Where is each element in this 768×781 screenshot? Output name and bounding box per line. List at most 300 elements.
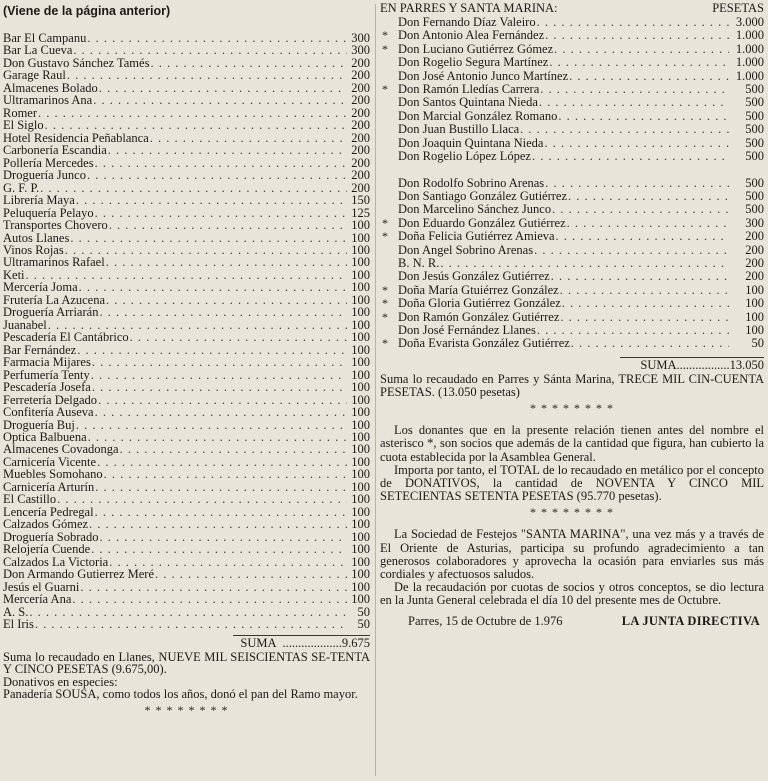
- donation-amount: 100: [351, 529, 370, 544]
- list-item: [3, 219, 370, 231]
- donor-name: Transportes Chovero: [3, 218, 108, 233]
- donation-amount: 100: [351, 305, 370, 320]
- donation-amount: 500: [745, 122, 764, 137]
- leader-dots: [88, 431, 347, 443]
- donation-amount: 100: [351, 392, 370, 407]
- list-item: [380, 257, 764, 270]
- list-item: [380, 96, 764, 109]
- leader-dots: [534, 244, 729, 257]
- leader-dots: [95, 157, 347, 169]
- donor-name: Autos Llanes: [3, 230, 70, 245]
- donation-amount: 100: [351, 417, 370, 432]
- list-item: [3, 107, 370, 119]
- left-summary: Suma lo recaudado en Llanes, NUEVE MIL SEISCIENTAS SE-TENTA Y CINCO PESETAS (9.675,00).: [3, 649, 370, 677]
- donor-name: Pescadería El Cantábrico: [3, 330, 129, 345]
- list-item: [3, 69, 370, 81]
- donor-name: Optica Balbuena: [3, 430, 87, 444]
- donor-name: Bar La Cueva: [3, 43, 73, 58]
- donation-amount: 100: [351, 542, 370, 557]
- donor-name: Don Gustavo Sánchez Tamés: [3, 55, 150, 70]
- list-item: [3, 94, 370, 106]
- donor-name: Don Armando Gutierrez Meré: [3, 567, 154, 582]
- list-item: [380, 123, 764, 136]
- list-item: [3, 331, 370, 343]
- donor-name: Don José Antonio Junco Martínez: [398, 68, 569, 83]
- list-item: [380, 324, 764, 337]
- left-stars: * * * * * * * *: [144, 702, 229, 717]
- donor-name: Lencería Pedregal: [3, 504, 94, 519]
- leader-dots: [532, 150, 729, 163]
- donation-amount: 500: [745, 81, 764, 96]
- donor-name: Droguería Junco: [3, 168, 86, 183]
- donation-amount: 100: [351, 442, 370, 457]
- right-sum-value: 13.050: [729, 357, 764, 372]
- leader-dots: [537, 324, 729, 337]
- donation-amount: 100: [745, 282, 764, 297]
- thanks-note: La Sociedad de Festejos "SANTA MARINA", una vez más y a través de El Oriente de Asturias, participa su profundo agradecimiento a tan generosos colaboradores y aprovecha la ocasión para enviarles sus más cordiales y afectuosos saludos.: [380, 527, 764, 581]
- list-item: [3, 606, 370, 618]
- list-item: [3, 306, 370, 318]
- donor-name: Don Eduardo González Gutiérrez: [398, 215, 566, 230]
- donation-amount: 300: [351, 43, 370, 58]
- donation-amount: 500: [745, 175, 764, 190]
- leader-dots: [150, 132, 347, 144]
- donation-amount: 500: [745, 202, 764, 217]
- leader-dots: [130, 331, 347, 343]
- donor-name: Frutería La Azucena: [3, 292, 106, 307]
- donation-amount: 100: [351, 554, 370, 569]
- leader-dots: [65, 244, 347, 256]
- column-divider: [375, 4, 376, 776]
- donor-name: Don Rodolfo Sobrino Arenas: [398, 175, 545, 190]
- member-asterisk: *: [382, 309, 388, 324]
- list-item: [380, 177, 764, 190]
- donation-amount: 200: [351, 80, 370, 95]
- donor-name: A. S.: [3, 604, 29, 619]
- right-sum-dots: .................: [676, 357, 730, 372]
- list-item: [380, 284, 764, 297]
- donation-amount: 100: [351, 380, 370, 395]
- donation-amount: 150: [351, 193, 370, 208]
- right-stars-1: * * * * * * * *: [530, 401, 614, 416]
- list-item: [380, 56, 764, 69]
- donation-amount: 1.000: [735, 68, 764, 83]
- donor-name: Don Juan Bustillo Llaca: [398, 122, 520, 137]
- donor-name: Ferretería Delgado: [3, 392, 98, 407]
- list-item: [380, 150, 764, 163]
- donation-amount: 500: [745, 108, 764, 123]
- donor-name: Don Rogelio Segura Martínez: [398, 55, 549, 70]
- list-item: [380, 337, 764, 350]
- donor-name: Carnicería Arturín: [3, 479, 95, 494]
- donor-name: Pescadería Josefa: [3, 380, 91, 395]
- donation-amount: 200: [351, 130, 370, 145]
- donation-amount: 100: [351, 242, 370, 257]
- donor-name: B. N. R.: [398, 256, 440, 271]
- leader-dots: [560, 284, 729, 297]
- donation-amount: 3.000: [735, 15, 764, 29]
- list-item: [3, 256, 370, 268]
- donation-amount: 100: [745, 309, 764, 324]
- list-item: [380, 190, 764, 203]
- donation-amount: 100: [351, 355, 370, 370]
- donation-amount: 500: [745, 95, 764, 110]
- donor-name: Bar Fernández: [3, 342, 77, 357]
- list-item: [3, 618, 370, 630]
- leader-dots: [120, 443, 347, 455]
- leader-dots: [79, 281, 347, 293]
- donor-name: Almacenes Bolado: [3, 80, 98, 95]
- donor-name: El Iris: [3, 617, 34, 632]
- donor-name: Don Ramón González Gutiérrez: [398, 309, 560, 324]
- donor-name: Muebles Somohano: [3, 467, 103, 482]
- list-item: [380, 230, 764, 243]
- leader-dots: [440, 257, 729, 270]
- donor-name: Don Jesús González Gutiérrez: [398, 269, 550, 284]
- list-item: [3, 543, 370, 555]
- donation-amount: 100: [351, 267, 370, 282]
- left-sum-value: 9.675: [341, 635, 370, 650]
- donor-name: Don José Fernández Llanes: [398, 322, 536, 337]
- leader-dots: [98, 394, 347, 406]
- left-column: [3, 0, 370, 718]
- donation-amount: 200: [745, 256, 764, 271]
- donation-amount: 100: [351, 492, 370, 507]
- member-asterisk: *: [382, 215, 388, 230]
- donor-name: Don Marcial González Romano: [398, 108, 558, 123]
- member-asterisk: *: [382, 81, 388, 96]
- leader-dots: [537, 16, 729, 29]
- donor-name: Don Ramón Lledías Carrera: [398, 81, 540, 96]
- member-asterisk: *: [382, 296, 388, 311]
- donation-amount: 1.000: [735, 41, 764, 56]
- donation-amount: 300: [745, 215, 764, 230]
- donor-name: Vinos Rojas: [3, 242, 64, 257]
- right-header: [380, 2, 764, 15]
- leader-dots: [106, 294, 347, 306]
- donor-name: Librería Maya: [3, 193, 75, 208]
- donor-name: Don Rogelio López López: [398, 148, 531, 163]
- leader-dots: [551, 270, 729, 283]
- donation-amount: 50: [751, 336, 764, 351]
- leader-dots: [109, 219, 347, 231]
- leader-dots: [80, 581, 347, 593]
- member-asterisk: *: [382, 41, 388, 56]
- donation-amount: 200: [745, 242, 764, 257]
- donor-name: Don Angel Sobrino Arenas: [398, 242, 534, 257]
- donation-amount: 1.000: [735, 28, 764, 43]
- donor-name: Keti: [3, 267, 25, 282]
- list-item: [3, 381, 370, 393]
- member-asterisk: *: [382, 28, 388, 43]
- left-sum-dots: ...................: [282, 635, 342, 650]
- donation-amount: 100: [745, 296, 764, 311]
- list-item: [380, 83, 764, 96]
- donor-name: G. F. P.: [3, 180, 40, 195]
- list-item: [3, 568, 370, 580]
- leader-dots: [552, 203, 729, 216]
- donation-amount: 200: [745, 269, 764, 284]
- donor-name: Don Joaquin Quintana Nieda: [398, 135, 544, 150]
- right-heading: EN PARRES Y SANTA MARINA:: [380, 1, 558, 15]
- leader-dots: [549, 56, 729, 69]
- donor-name: Doña María Gtuiérrez González: [398, 282, 559, 297]
- list-item: [380, 244, 764, 257]
- donation-amount: 200: [745, 229, 764, 244]
- list-item: [380, 163, 764, 176]
- list-item: [380, 43, 764, 56]
- donation-amount: 100: [745, 322, 764, 337]
- leader-dots: [87, 32, 347, 44]
- donor-name: Peluquería Pelayo: [3, 205, 94, 220]
- leader-dots: [87, 169, 347, 181]
- donation-amount: 200: [351, 168, 370, 183]
- leader-dots: [40, 182, 347, 194]
- leader-dots: [108, 144, 347, 156]
- list-item: [380, 137, 764, 150]
- donation-amount: 100: [351, 255, 370, 270]
- donor-name: El Castillo: [3, 492, 57, 507]
- donation-amount: 100: [351, 592, 370, 607]
- leader-dots: [545, 177, 729, 190]
- donor-name: Doña Felicia Gutiérrez Amieva: [398, 229, 555, 244]
- leader-dots: [99, 531, 347, 543]
- list-item: [3, 481, 370, 493]
- donor-name: Droguería Buj: [3, 417, 75, 432]
- left-sum-row: [3, 636, 370, 651]
- list-item: [3, 518, 370, 530]
- leader-dots: [97, 456, 347, 468]
- leader-dots: [556, 230, 729, 243]
- leader-dots: [91, 369, 347, 381]
- donation-amount: 200: [351, 105, 370, 120]
- list-item: [380, 311, 764, 324]
- list-item: [380, 29, 764, 42]
- donor-name: Droguería Sobrado: [3, 529, 99, 544]
- leader-dots: [57, 493, 347, 505]
- donation-amount: 100: [351, 230, 370, 245]
- donation-amount: 100: [351, 579, 370, 594]
- list-item: [3, 493, 370, 505]
- leader-dots: [571, 337, 729, 350]
- right-column: [380, 0, 764, 628]
- donor-name: Confitería Auseva: [3, 405, 94, 420]
- donor-name: Calzados La Victoria: [3, 554, 109, 569]
- leader-dots: [560, 311, 729, 324]
- donor-name: Mercería Joma: [3, 280, 78, 295]
- leader-dots: [567, 217, 729, 230]
- list-item: [3, 468, 370, 480]
- list-item: [380, 110, 764, 123]
- leader-dots: [150, 57, 347, 69]
- donor-name: Juanabel: [3, 317, 47, 332]
- donor-name: Romer: [3, 105, 38, 120]
- right-sum-label: SUMA: [640, 357, 677, 372]
- donation-amount: 1.000: [735, 55, 764, 70]
- leader-dots: [76, 419, 347, 431]
- leader-dots: [92, 356, 347, 368]
- donor-name: Carbonería Escandia: [3, 143, 107, 158]
- signature: LA JUNTA DIRECTIVA: [621, 613, 760, 628]
- leader-dots: [155, 568, 347, 580]
- list-item: [380, 297, 764, 310]
- list-item: [3, 356, 370, 368]
- donor-name: Jesús el Guarni: [3, 579, 80, 594]
- donor-name: Calzados Gómez: [3, 517, 89, 532]
- assembly-note: De la recaudación por cuotas de socios y otros conceptos, se dio lectura en la Junta General celebrada el día 10 del presente mes de Octubre.: [380, 580, 764, 608]
- donor-name: Droguería Arriarán: [3, 305, 99, 320]
- leader-dots: [562, 297, 729, 310]
- leader-dots: [558, 110, 729, 123]
- donation-amount: 200: [351, 68, 370, 83]
- member-asterisk: *: [382, 336, 388, 351]
- member-asterisk: *: [382, 282, 388, 297]
- donation-amount: 100: [351, 342, 370, 357]
- donations-label: Donativos en especies:: [3, 674, 118, 689]
- leader-dots: [545, 29, 729, 42]
- leader-dots: [99, 82, 347, 94]
- donation-amount: 50: [357, 617, 370, 632]
- list-item: [3, 593, 370, 605]
- donation-amount: 100: [351, 567, 370, 582]
- leader-dots: [89, 518, 347, 530]
- leader-dots: [72, 593, 347, 605]
- leader-dots: [569, 70, 729, 83]
- donation-amount: 50: [357, 604, 370, 619]
- member-asterisk: *: [382, 229, 388, 244]
- donation-amount: 200: [351, 118, 370, 133]
- donor-name: Don Santiago González Gutiérrez: [398, 189, 568, 204]
- donor-name: Doña Gloria Gutiérrez González: [398, 296, 561, 311]
- leader-dots: [77, 344, 347, 356]
- leader-dots: [104, 468, 347, 480]
- leader-dots: [95, 481, 347, 493]
- currency-label: PESETAS: [712, 1, 764, 15]
- continued-note: (Viene de la página anterior): [3, 4, 171, 18]
- list-item: [3, 406, 370, 418]
- leader-dots: [93, 94, 347, 106]
- donor-name: Hotel Residencia Peñablanca: [3, 130, 149, 145]
- donation-amount: 200: [351, 180, 370, 195]
- right-stars-2: * * * * * * * *: [530, 505, 614, 520]
- leader-dots: [99, 306, 347, 318]
- right-sum-row: [380, 358, 764, 373]
- donor-name: Relojería Cuende: [3, 542, 91, 557]
- right-summary: Suma lo recaudado en Parres y Sánta Marina, TRECE MIL CIN-CUENTA PESETAS. (13.050 pesetas): [380, 371, 764, 399]
- donation-amount: 500: [745, 135, 764, 150]
- donation-amount: 200: [351, 55, 370, 70]
- leader-dots: [520, 123, 729, 136]
- donation-amount: 100: [351, 280, 370, 295]
- list-item: [3, 119, 370, 131]
- donation-amount: 500: [745, 148, 764, 163]
- donor-name: Ultramarinos Ana: [3, 93, 93, 108]
- leader-dots: [539, 96, 729, 109]
- asterisk-note: Los donantes que en la presente relación tienen antes del nombre el asterisco *, son socios que además de la cantidad que figura, han cubierto la cuota establecida por la Asamblea General.: [380, 423, 764, 464]
- donor-name: Pollería Mercedes: [3, 155, 94, 170]
- list-item: [3, 194, 370, 206]
- donor-name: Don Santos Quintana Nieda: [398, 95, 538, 110]
- donation-amount: 500: [745, 189, 764, 204]
- donation-amount: 100: [351, 367, 370, 382]
- donation-amount: 100: [351, 405, 370, 420]
- donor-name: Almacenes Covadonga: [3, 442, 119, 457]
- leader-dots: [544, 137, 729, 150]
- donor-name: Doña Evarista González Gutiérrez: [398, 336, 570, 351]
- leader-dots: [95, 506, 347, 518]
- list-item: [380, 16, 764, 29]
- donations-text: Panadería SOUSA, como todos los años, donó el pan del Ramo mayor.: [3, 687, 358, 702]
- donation-amount: 100: [351, 330, 370, 345]
- donation-amount: 100: [351, 517, 370, 532]
- list-item: [380, 270, 764, 283]
- list-item: [380, 203, 764, 216]
- donation-amount: 100: [351, 504, 370, 519]
- leader-dots: [35, 618, 347, 630]
- donor-name: Carnicería Vicente: [3, 454, 97, 469]
- donor-name: El Siglo: [3, 118, 44, 133]
- leader-dots: [554, 43, 729, 56]
- right-donor-list: [380, 16, 764, 351]
- donation-amount: 300: [351, 31, 370, 45]
- leader-dots: [106, 256, 347, 268]
- signature-row: [380, 614, 764, 628]
- list-item: [3, 169, 370, 181]
- donation-amount: 125: [351, 205, 370, 220]
- leader-dots: [45, 119, 347, 131]
- donor-name: Ultramarinos Rafael: [3, 255, 105, 270]
- donation-amount: 100: [351, 467, 370, 482]
- donation-amount: 200: [351, 93, 370, 108]
- leader-dots: [67, 69, 347, 81]
- donor-name: Don Fernando Díaz Valeiro: [398, 15, 536, 29]
- donation-amount: 100: [351, 479, 370, 494]
- donor-name: Don Luciano Gutiérrez Gómez: [398, 41, 554, 56]
- donor-name: Mercería Ana: [3, 592, 72, 607]
- leader-dots: [92, 381, 347, 393]
- donor-name: Perfumería Tenty: [3, 367, 90, 382]
- list-item: [380, 70, 764, 83]
- leader-dots: [70, 232, 347, 244]
- leader-dots: [38, 107, 347, 119]
- donation-amount: 100: [351, 292, 370, 307]
- leader-dots: [540, 83, 729, 96]
- list-item: [380, 217, 764, 230]
- donation-amount: 100: [351, 317, 370, 332]
- leader-dots: [95, 207, 347, 219]
- left-sum-label: SUMA: [240, 635, 277, 650]
- leader-dots: [29, 606, 347, 618]
- donor-name: Farmacia Mijares: [3, 355, 91, 370]
- left-donor-list: [3, 32, 370, 631]
- total-note: Importa por tanto, el TOTAL de lo recaudado en metálico por el concepto de DONATIVOS, la cantidad de NOVENTA Y CINCO MIL SETECIENTAS SETENTA PESETAS (95.770 pesetas).: [380, 462, 764, 504]
- donation-amount: 100: [351, 454, 370, 469]
- donor-name: Don Marcelino Sánchez Junco: [398, 202, 552, 217]
- leader-dots: [95, 406, 347, 418]
- donation-amount: 100: [351, 430, 370, 444]
- place-date: Parres, 15 de Octubre de 1.976: [408, 613, 563, 628]
- donor-name: Don Antonio Alea Fernández: [398, 28, 545, 43]
- leader-dots: [568, 190, 729, 203]
- donation-amount: 200: [351, 143, 370, 158]
- donation-amount: 100: [351, 218, 370, 233]
- leader-dots: [76, 194, 347, 206]
- donor-name: Garage Raul: [3, 68, 66, 83]
- donation-amount: 200: [351, 155, 370, 170]
- donor-name: Bar El Campanu: [3, 31, 87, 45]
- list-item: [3, 144, 370, 156]
- list-item: [3, 281, 370, 293]
